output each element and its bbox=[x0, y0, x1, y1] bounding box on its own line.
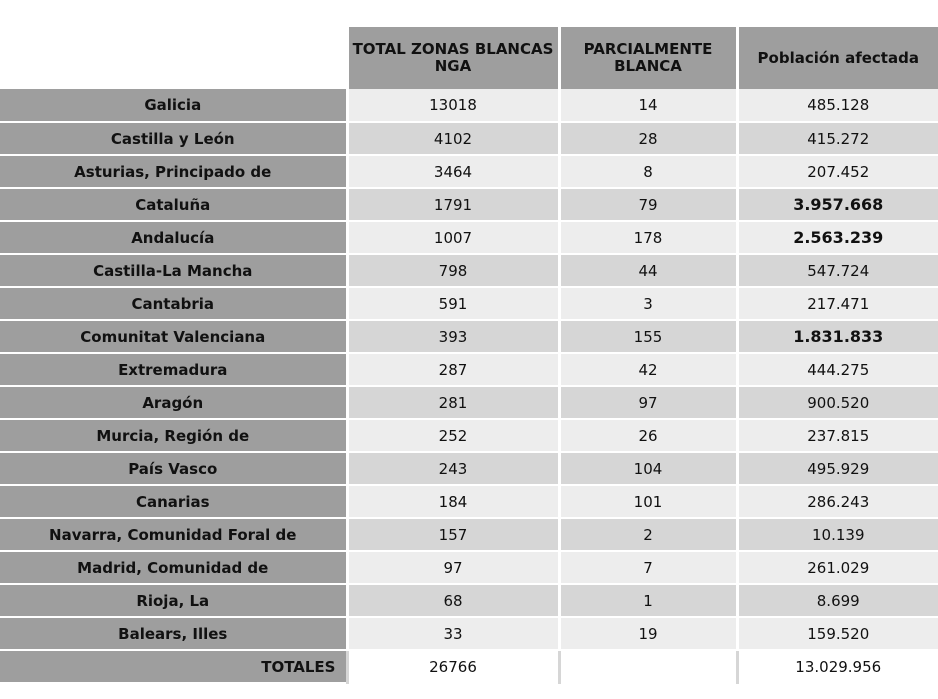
total-zonas-value: 184 bbox=[347, 485, 559, 518]
table-row bbox=[0, 287, 938, 320]
total-zonas-value: 4102 bbox=[347, 122, 559, 155]
parcial-value: 97 bbox=[559, 386, 737, 419]
poblacion-value: 900.520 bbox=[737, 386, 938, 419]
region-name: Madrid, Comunidad de bbox=[0, 551, 347, 584]
table-row bbox=[0, 518, 938, 551]
region-name: Murcia, Región de bbox=[0, 419, 347, 452]
table-row bbox=[0, 320, 938, 353]
region-name: Asturias, Principado de bbox=[0, 155, 347, 188]
header-parcialmente: PARCIALMENTE BLANCA bbox=[559, 27, 737, 89]
region-name: Rioja, La bbox=[0, 584, 347, 617]
poblacion-value: 237.815 bbox=[737, 419, 938, 452]
poblacion-value: 159.520 bbox=[737, 617, 938, 650]
region-name: Extremadura bbox=[0, 353, 347, 386]
total-zonas-value: 252 bbox=[347, 419, 559, 452]
parcial-value: 44 bbox=[559, 254, 737, 287]
parcial-value: 79 bbox=[559, 188, 737, 221]
data-table bbox=[0, 27, 938, 684]
region-name: Navarra, Comunidad Foral de bbox=[0, 518, 347, 551]
poblacion-value: 286.243 bbox=[737, 485, 938, 518]
poblacion-value: 495.929 bbox=[737, 452, 938, 485]
table-row bbox=[0, 485, 938, 518]
poblacion-value: 10.139 bbox=[737, 518, 938, 551]
total-zonas-value: 33 bbox=[347, 617, 559, 650]
parcial-value: 8 bbox=[559, 155, 737, 188]
poblacion-value: 8.699 bbox=[737, 584, 938, 617]
table-row bbox=[0, 584, 938, 617]
table-row bbox=[0, 386, 938, 419]
region-name: Cantabria bbox=[0, 287, 347, 320]
table-row bbox=[0, 188, 938, 221]
poblacion-value: 415.272 bbox=[737, 122, 938, 155]
total-zonas-value: 591 bbox=[347, 287, 559, 320]
poblacion-value: 217.471 bbox=[737, 287, 938, 320]
poblacion-value: 547.724 bbox=[737, 254, 938, 287]
total-zonas-value: 157 bbox=[347, 518, 559, 551]
table-row bbox=[0, 551, 938, 584]
parcial-value: 1 bbox=[559, 584, 737, 617]
header-total-zonas: TOTAL ZONAS BLANCAS NGA bbox=[347, 27, 559, 89]
parcial-value: 178 bbox=[559, 221, 737, 254]
header-poblacion: Población afectada bbox=[737, 27, 938, 89]
table-row bbox=[0, 122, 938, 155]
table-row bbox=[0, 617, 938, 650]
total-zonas-value: 68 bbox=[347, 584, 559, 617]
poblacion-value: 444.275 bbox=[737, 353, 938, 386]
region-name: Aragón bbox=[0, 386, 347, 419]
parcial-value: 101 bbox=[559, 485, 737, 518]
total-zonas-value: 798 bbox=[347, 254, 559, 287]
total-zonas-value: 1791 bbox=[347, 188, 559, 221]
parcial-value: 2 bbox=[559, 518, 737, 551]
poblacion-value: 2.563.239 bbox=[737, 221, 938, 254]
total-zonas-value: 1007 bbox=[347, 221, 559, 254]
total-zonas-value: 287 bbox=[347, 353, 559, 386]
table-row bbox=[0, 353, 938, 386]
table-row bbox=[0, 452, 938, 485]
region-name: Cataluña bbox=[0, 188, 347, 221]
parcial-value: 19 bbox=[559, 617, 737, 650]
parcial-value: 7 bbox=[559, 551, 737, 584]
totals-parcial bbox=[559, 650, 737, 683]
region-name: Galicia bbox=[0, 89, 347, 122]
parcial-value: 14 bbox=[559, 89, 737, 122]
poblacion-value: 207.452 bbox=[737, 155, 938, 188]
region-name: Balears, Illes bbox=[0, 617, 347, 650]
totals-row bbox=[0, 650, 938, 683]
totals-label: TOTALES bbox=[0, 650, 347, 683]
region-name: Canarias bbox=[0, 485, 347, 518]
parcial-value: 28 bbox=[559, 122, 737, 155]
parcial-value: 3 bbox=[559, 287, 737, 320]
total-zonas-value: 243 bbox=[347, 452, 559, 485]
parcial-value: 26 bbox=[559, 419, 737, 452]
parcial-value: 155 bbox=[559, 320, 737, 353]
total-zonas-value: 281 bbox=[347, 386, 559, 419]
totals-total-zonas: 26766 bbox=[347, 650, 559, 683]
total-zonas-value: 393 bbox=[347, 320, 559, 353]
table-row bbox=[0, 419, 938, 452]
poblacion-value: 485.128 bbox=[737, 89, 938, 122]
table-row bbox=[0, 155, 938, 188]
region-name: Castilla y León bbox=[0, 122, 347, 155]
table-row bbox=[0, 221, 938, 254]
total-zonas-value: 13018 bbox=[347, 89, 559, 122]
totals-poblacion: 13.029.956 bbox=[737, 650, 938, 683]
poblacion-value: 261.029 bbox=[737, 551, 938, 584]
total-zonas-value: 3464 bbox=[347, 155, 559, 188]
parcial-value: 42 bbox=[559, 353, 737, 386]
parcial-value: 104 bbox=[559, 452, 737, 485]
region-name: País Vasco bbox=[0, 452, 347, 485]
region-name: Comunitat Valenciana bbox=[0, 320, 347, 353]
table-row bbox=[0, 254, 938, 287]
total-zonas-value: 97 bbox=[347, 551, 559, 584]
poblacion-value: 3.957.668 bbox=[737, 188, 938, 221]
poblacion-value: 1.831.833 bbox=[737, 320, 938, 353]
table-row bbox=[0, 89, 938, 122]
header-blank-cell bbox=[0, 27, 347, 89]
region-name: Castilla-La Mancha bbox=[0, 254, 347, 287]
region-name: Andalucía bbox=[0, 221, 347, 254]
